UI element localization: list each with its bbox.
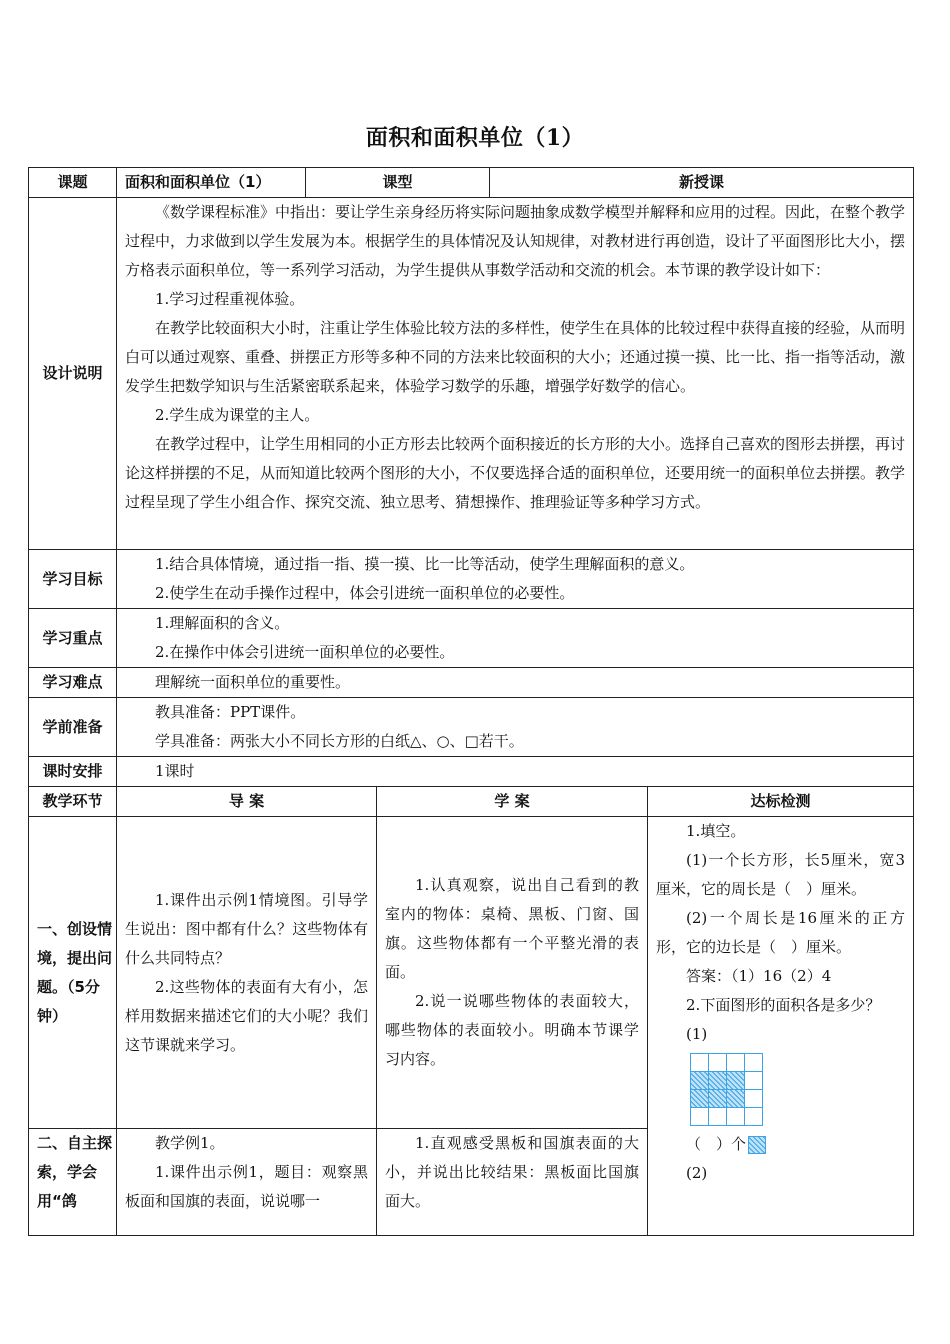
guide-paragraph: 1.课件出示例1，题目：观察黑板面和国旗的表面，说说哪一 [125,1163,368,1210]
prep-item: 学具准备：两张大小不同长方形的白纸△、○、□若干。 [155,732,524,750]
prep-item: 教具准备：PPT课件。 [155,703,306,721]
type-value: 新授课 [490,168,914,198]
schedule-label: 课时安排 [29,757,117,787]
schedule-row [29,757,914,787]
schedule-content [117,757,914,787]
grid-cell [727,1054,745,1072]
prep-content [117,698,914,757]
grid-cell [745,1090,763,1108]
col-study: 学 案 [377,787,648,817]
difficulty-content [117,668,914,698]
grid-cell [691,1108,709,1126]
guide-paragraph: 1.课件出示例1情境图。引导学生说出：图中都有什么？这些物体有什么共同特点？ [125,890,368,967]
grid-cell [709,1054,727,1072]
columns-header-row [29,787,914,817]
design-row [29,198,914,550]
study-paragraph: 1.直观感受黑板和国旗表面的大小，并说出比较结果：黑板面比国旗面大。 [385,1134,640,1210]
area-grid-figure [690,1053,763,1126]
stage1-name: 一、创设情境，提出问题。（5分钟） [37,919,113,1025]
col-guide: 导 案 [117,787,377,817]
grid-cell [691,1054,709,1072]
unit-square-icon [748,1136,766,1154]
check-line: (1) [686,1025,708,1043]
check-line: 1.填空。 [686,822,746,840]
grid-cell-shaded [727,1072,745,1090]
grid-cell-shaded [709,1072,727,1090]
guide-paragraph: 教学例1。 [155,1134,225,1152]
grid-cell [709,1108,727,1126]
grid-cell-shaded [691,1072,709,1090]
stage2-guide [117,1129,377,1236]
design-content [117,198,914,550]
focus-item: 1.理解面积的含义。 [155,614,290,632]
focus-content [117,609,914,668]
type-label: 课型 [306,168,490,198]
study-paragraph: 2.说一说哪些物体的表面较大，哪些物体的表面较小。明确本节课学习内容。 [385,992,640,1068]
header-row [29,168,914,198]
difficulty-label: 学习难点 [29,668,117,698]
check-line: (2)一个周长是16厘米的正方形，它的边长是（ ）厘米。 [656,909,906,956]
design-paragraph: 在教学过程中，让学生用相同的小正方形去比较两个面积接近的长方形的大小。选择自己喜欢的图形去拼摆，再讨论这样拼摆的不足，从而知道比较两个图形的大小，不仅要选择合适的面积单位，还要用统一的面积单位去拼摆。教学过程呈现了学生小组合作、探究交流、独立思考、猜想操作、推理验证等多种学习方式。 [125,435,906,511]
guide-paragraph: 2.这些物体的表面有大有小，怎样用数据来描述它们的大小呢？我们这节课就来学习。 [125,977,368,1054]
grid-cell [745,1054,763,1072]
grid-cell [727,1108,745,1126]
col-stage: 教学环节 [29,787,117,817]
topic-value: 面积和面积单位（1） [117,168,306,198]
stage2-name-cell [29,1129,117,1236]
study-paragraph: 1.认真观察，说出自己看到的教室内的物体：桌椅、黑板、门窗、国旗。这些物体都有一个平整光滑的表面。 [385,876,640,981]
grid-cell [745,1108,763,1126]
design-heading: 2.学生成为课堂的主人。 [155,406,320,424]
check-count-line [656,1130,905,1159]
goals-content [117,550,914,609]
check-count-text: （ ）个 [686,1135,747,1153]
difficulty-item: 理解统一面积单位的重要性。 [155,673,351,691]
check-content [648,817,914,1236]
design-label: 设计说明 [29,198,117,550]
stage1-row [29,817,914,1129]
focus-label: 学习重点 [29,609,117,668]
stage2-name: 二、自主探索，学会用“鸽 [37,1134,113,1210]
stage1-study [377,817,648,1129]
goal-item: 2.使学生在动手操作过程中，体会引进统一面积单位的必要性。 [155,584,575,602]
check-line: (1)一个长方形，长5厘米，宽3厘米，它的周长是（ ）厘米。 [656,851,906,898]
col-check: 达标检测 [648,787,914,817]
prep-row [29,698,914,757]
design-paragraph: 在教学比较面积大小时，注重让学生体验比较方法的多样性，使学生在具体的比较过程中获得直接的经验，从而明白可以通过观察、重叠、拼摆正方形等多种不同的方法来比较面积的大小；还通过摸一摸、比一比、指一指等活动，激发学生把数学知识与生活紧密联系起来，体验学习数学的乐趣，增强学好数学的信心。 [125,319,906,395]
design-paragraph: 《数学课程标准》中指出：要让学生亲身经历将实际问题抽象成数学模型并解释和应用的过程。因此，在整个教学过程中，力求做到以学生发展为本。根据学生的具体情况及认知规律，对教材进行再创造，设计了平面图形比大小，摆方格表示面积单位，等一系列学习活动，为学生提供从事数学活动和交流的机会。本节课的教学设计如下： [125,203,906,279]
check-line: (2) [686,1164,708,1182]
design-heading: 1.学习过程重视体验。 [155,290,305,308]
grid-cell [745,1072,763,1090]
focus-item: 2.在操作中体会引进统一面积单位的必要性。 [155,643,455,661]
check-line: 2.下面图形的面积各是多少？ [686,996,881,1014]
prep-label: 学前准备 [29,698,117,757]
goals-label: 学习目标 [29,550,117,609]
topic-label: 课题 [29,168,117,198]
focus-row [29,609,914,668]
goal-item: 1.结合具体情境，通过指一指、摸一摸、比一比等活动，使学生理解面积的意义。 [155,555,695,573]
grid-cell-shaded [709,1090,727,1108]
goals-row [29,550,914,609]
difficulty-row [29,668,914,698]
grid-cell-shaded [727,1090,745,1108]
lesson-plan-table [28,167,914,1236]
page-title: 面积和面积单位（1） [365,125,585,151]
stage1-guide [117,817,377,1129]
stage2-study [377,1129,648,1236]
schedule-item: 1课时 [155,762,195,780]
stage1-name-cell [29,817,117,1129]
grid-cell-shaded [691,1090,709,1108]
check-answer: 答案：（1）16（2）4 [686,967,832,985]
